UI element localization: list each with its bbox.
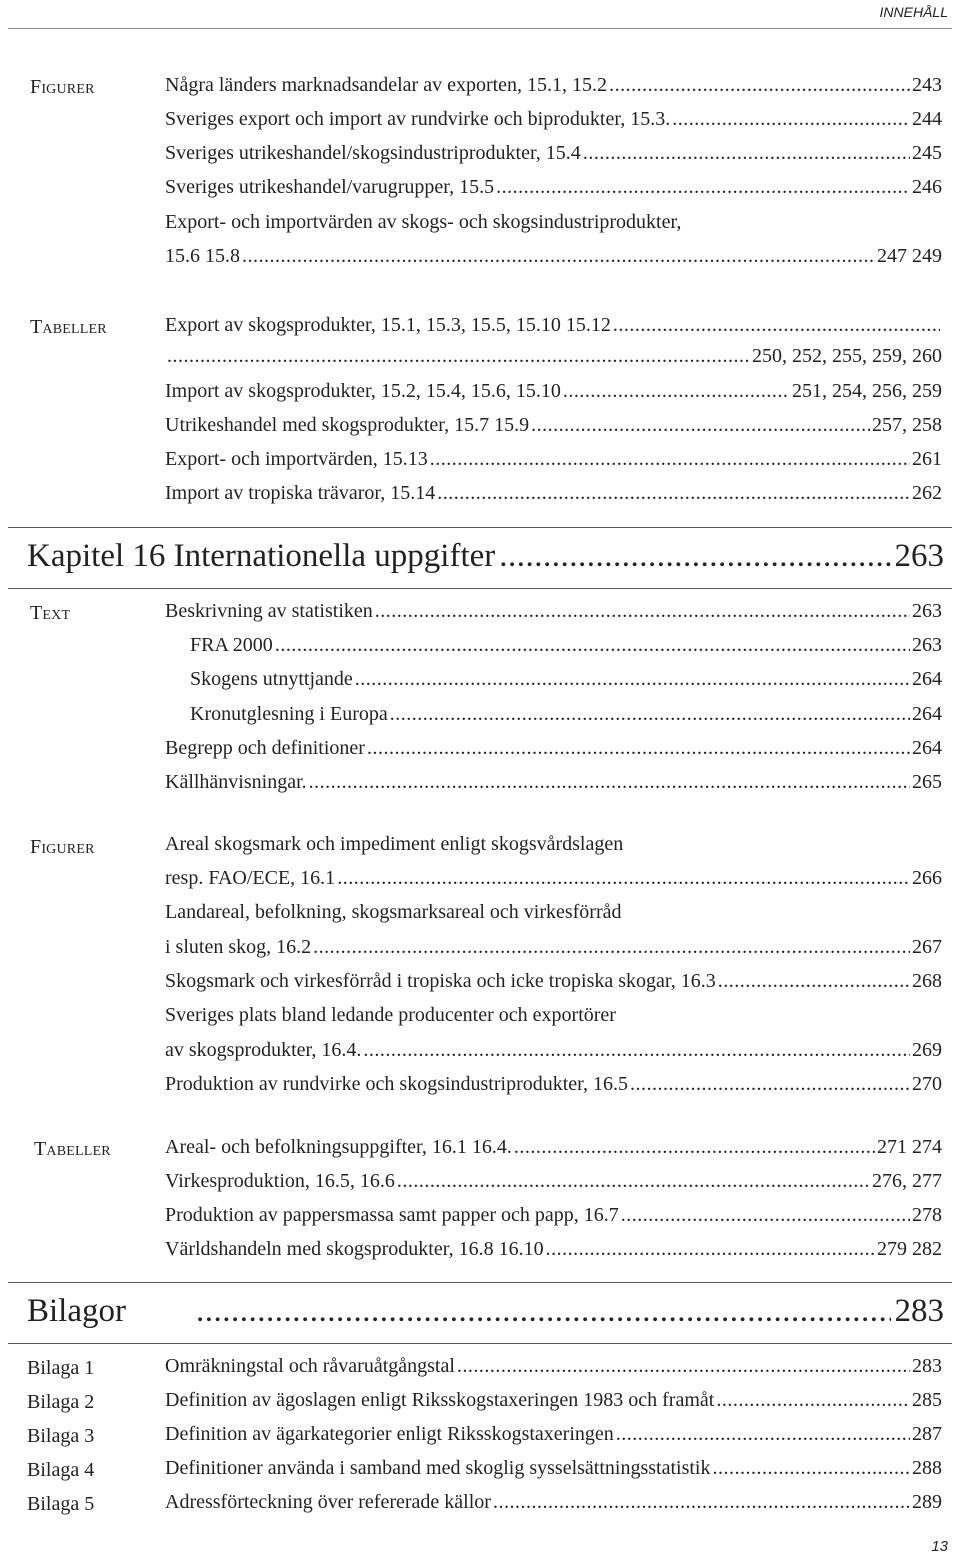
- toc-entry[interactable]: Export av skogsprodukter, 15.1, 15.3, 15.5, 15.10 15.12 .....: [165, 314, 942, 344]
- toc-entry-line: Export- och importvärden av skogs- och skogsindustriprodukter,: [165, 211, 682, 233]
- header-rule: [8, 28, 952, 29]
- dot-leader: [514, 1136, 875, 1159]
- toc-entry[interactable]: Källhänvisningar. ..... 265: [165, 771, 942, 801]
- toc-entry[interactable]: Virkesproduktion, 16.5, 16.6 ..... 276, 277: [165, 1170, 942, 1200]
- bilagor-heading[interactable]: Bilagor ..... 283: [27, 1293, 944, 1333]
- section-label-text: Text: [30, 602, 71, 624]
- toc-entry-line: Sveriges plats bland ledande producenter och exportörer: [165, 1004, 616, 1026]
- dot-leader: [493, 1491, 910, 1514]
- dot-leader: [337, 867, 910, 890]
- toc-entry[interactable]: ..... 250, 252, 255, 259, 260: [165, 345, 942, 375]
- dot-leader: [563, 380, 790, 403]
- section-rule: [8, 1343, 952, 1344]
- dot-leader: [363, 1039, 910, 1062]
- bilaga-label: Bilaga 3: [27, 1425, 95, 1447]
- toc-entry[interactable]: Definitioner använda i samband med skoglig sysselsättningsstatistik ..... 288: [165, 1457, 942, 1487]
- section-rule: [8, 527, 952, 528]
- dot-leader: [621, 1204, 910, 1227]
- dot-leader: [367, 737, 910, 760]
- toc-entry[interactable]: Produktion av pappersmassa samt papper och papp, 16.7 ..... 278: [165, 1204, 942, 1234]
- dot-leader: [375, 600, 910, 623]
- toc-entry[interactable]: Adressförteckning över refererade källor ..... 289: [165, 1491, 942, 1521]
- section-rule: [8, 588, 952, 589]
- dot-leader: [242, 245, 875, 268]
- toc-entry[interactable]: Begrepp och definitioner ..... 264: [165, 737, 942, 767]
- dot-leader: [437, 482, 910, 505]
- bilaga-label: Bilaga 1: [27, 1357, 95, 1379]
- dot-leader: [716, 1389, 910, 1412]
- toc-entry[interactable]: 15.6 15.8 ..... 247 249: [165, 245, 942, 275]
- section-label-tabeller-16: Tabeller: [34, 1138, 111, 1160]
- header-label: INNEHÅLL: [879, 4, 948, 20]
- bilaga-label: Bilaga 5: [27, 1493, 95, 1515]
- section-label-tabeller-15: Tabeller: [30, 316, 107, 338]
- toc-entry[interactable]: Utrikeshandel med skogsprodukter, 15.7 15.9 ..... 257, 258: [165, 414, 942, 444]
- dot-leader: [196, 1293, 891, 1330]
- dot-leader: [672, 108, 910, 131]
- dot-leader: [313, 936, 910, 959]
- toc-entry[interactable]: Sveriges export och import av rundvirke och biprodukter, 15.3. ..... 244: [165, 108, 942, 138]
- dot-leader: [531, 414, 870, 437]
- toc-entry[interactable]: Definition av ägoslagen enligt Riksskogstaxeringen 1983 och framåt ..... 285: [165, 1389, 942, 1419]
- toc-entry[interactable]: Import av skogsprodukter, 15.2, 15.4, 15.6, 15.10 ..... 251, 254, 256, 259: [165, 380, 942, 410]
- toc-entry-line: Areal skogsmark och impediment enligt skogsvårdslagen: [165, 833, 624, 855]
- toc-entry[interactable]: Import av tropiska trävaror, 15.14 ..... 262: [165, 482, 942, 512]
- toc-entry[interactable]: Världshandeln med skogsprodukter, 16.8 16.10 ..... 279 282: [165, 1238, 942, 1268]
- section-label-figurer-15: Figurer: [30, 76, 95, 98]
- toc-entry[interactable]: Omräkningstal och råvaruåtgångstal ..... 283: [165, 1355, 942, 1385]
- toc-entry[interactable]: Beskrivning av statistiken ..... 263: [165, 600, 942, 630]
- toc-entry[interactable]: i sluten skog, 16.2 ..... 267: [165, 936, 942, 966]
- toc-entry[interactable]: Definition av ägarkategorier enligt Riksskogstaxeringen ..... 287: [165, 1423, 942, 1453]
- dot-leader: [457, 1355, 910, 1378]
- toc-entry-line: Landareal, befolkning, skogsmarksareal och virkesförråd: [165, 901, 622, 923]
- dot-leader: [167, 345, 750, 368]
- dot-leader: [499, 538, 890, 575]
- dot-leader: [613, 314, 940, 337]
- section-label-figurer-16: Figurer: [30, 836, 95, 858]
- dot-leader: [390, 703, 910, 726]
- toc-entry[interactable]: Sveriges utrikeshandel/skogsindustriprodukter, 15.4 ..... 245: [165, 142, 942, 172]
- toc-entry[interactable]: Areal- och befolkningsuppgifter, 16.1 16.4. ..... 271 274: [165, 1136, 942, 1166]
- page-number: 13: [931, 1538, 948, 1555]
- dot-leader: [275, 634, 910, 657]
- dot-leader: [496, 176, 910, 199]
- toc-entry[interactable]: resp. FAO/ECE, 16.1 ..... 266: [165, 867, 942, 897]
- dot-leader: [355, 668, 910, 691]
- section-rule: [8, 1282, 952, 1283]
- dot-leader: [712, 1457, 910, 1480]
- toc-entry[interactable]: Några länders marknadsandelar av exporten, 15.1, 15.2 ..... 243: [165, 74, 942, 104]
- dot-leader: [397, 1170, 870, 1193]
- dot-leader: [718, 970, 910, 993]
- toc-entry[interactable]: Export- och importvärden, 15.13 ..... 261: [165, 448, 942, 478]
- dot-leader: [309, 771, 910, 794]
- toc-entry[interactable]: Skogsmark och virkesförråd i tropiska och icke tropiska skogar, 16.3 ..... 268: [165, 970, 942, 1000]
- toc-entry[interactable]: Produktion av rundvirke och skogsindustriprodukter, 16.5 ..... 270: [165, 1073, 942, 1103]
- bilaga-label: Bilaga 4: [27, 1459, 95, 1481]
- toc-entry[interactable]: Skogens utnyttjande ..... 264: [190, 668, 942, 698]
- dot-leader: [583, 142, 910, 165]
- dot-leader: [546, 1238, 875, 1261]
- toc-entry[interactable]: Sveriges utrikeshandel/varugrupper, 15.5 ..... 246: [165, 176, 942, 206]
- toc-entry[interactable]: av skogsprodukter, 16.4. ..... 269: [165, 1039, 942, 1069]
- toc-entry[interactable]: Kronutglesning i Europa ..... 264: [190, 703, 942, 733]
- dot-leader: [616, 1423, 910, 1446]
- dot-leader: [430, 448, 910, 471]
- dot-leader: [630, 1073, 910, 1096]
- dot-leader: [609, 74, 910, 97]
- toc-entry[interactable]: FRA 2000 ..... 263: [190, 634, 942, 664]
- chapter-heading[interactable]: Kapitel 16 Internationella uppgifter ..... 263: [27, 538, 944, 578]
- bilaga-label: Bilaga 2: [27, 1391, 95, 1413]
